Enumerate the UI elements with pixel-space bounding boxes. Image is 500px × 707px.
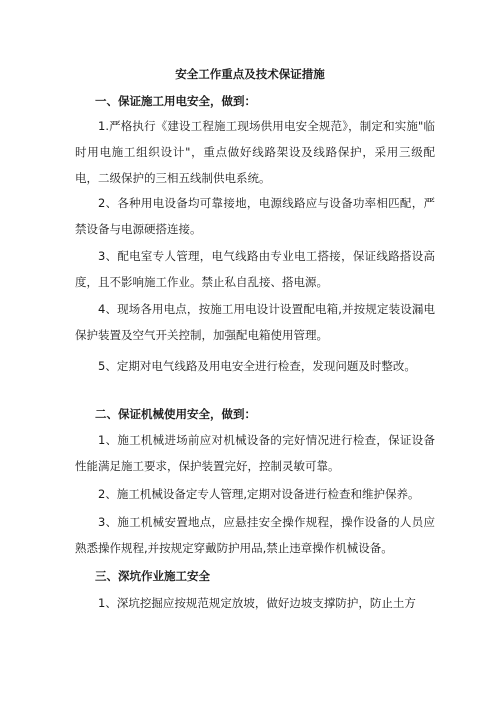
section-heading-2: 二、保证机械使用安全，做到： [95, 407, 256, 421]
paragraph-2-1: 1、施工机械进场前应对机械设备的完好情况进行检查，保证设备性能满足施工要求，保护装置完好，控制灵敏可靠。 [75, 433, 435, 473]
paragraph-2-2: 2、施工机械设备定专人管理,定期对设备进行检查和维护保养。 [98, 487, 420, 501]
document-title: 安全工作重点及技术保证措施 [175, 67, 325, 81]
paragraph-1-4: 4、现场各用电点，按施工用电设计设置配电箱,并按规定装设漏电保护装置及空气开关控制，加强配电箱使用管理。 [75, 302, 435, 342]
paragraph-3-1: 1、深坑挖掘应按规范规定放坡，做好边坡支撑防护，防止土方 [98, 596, 416, 610]
paragraph-1-3: 3、配电室专人管理，电气线路由专业电工搭接，保证线路搭设高度，且不影响施工作业。禁止私自乱接、搭电源。 [75, 249, 435, 289]
paragraph-1-2: 2、各种用电设备均可靠接地，电源线路应与设备功率相匹配，严禁设备与电源硬搭连接。 [75, 196, 435, 236]
paragraph-1-1: 1.严格执行《建设工程施工现场供用电安全规范》，制定和实施"临时用电施工组织设计"，重点做好线路架设及线路保护，采用三级配电，二级保护的三相五线制供电系统。 [75, 119, 435, 185]
section-heading-3: 三、深坑作业施工安全 [95, 569, 210, 583]
paragraph-1-5: 5、定期对电气线路及用电安全进行检查，发现问题及时整改。 [98, 359, 416, 373]
paragraph-2-3: 3、施工机械安置地点，应悬挂安全操作规程，操作设备的人员应熟悉操作规程,并按规定穿戴防护用品,禁止违章操作机械设备。 [75, 515, 435, 555]
section-heading-1: 一、保证施工用电安全，做到： [95, 94, 256, 108]
